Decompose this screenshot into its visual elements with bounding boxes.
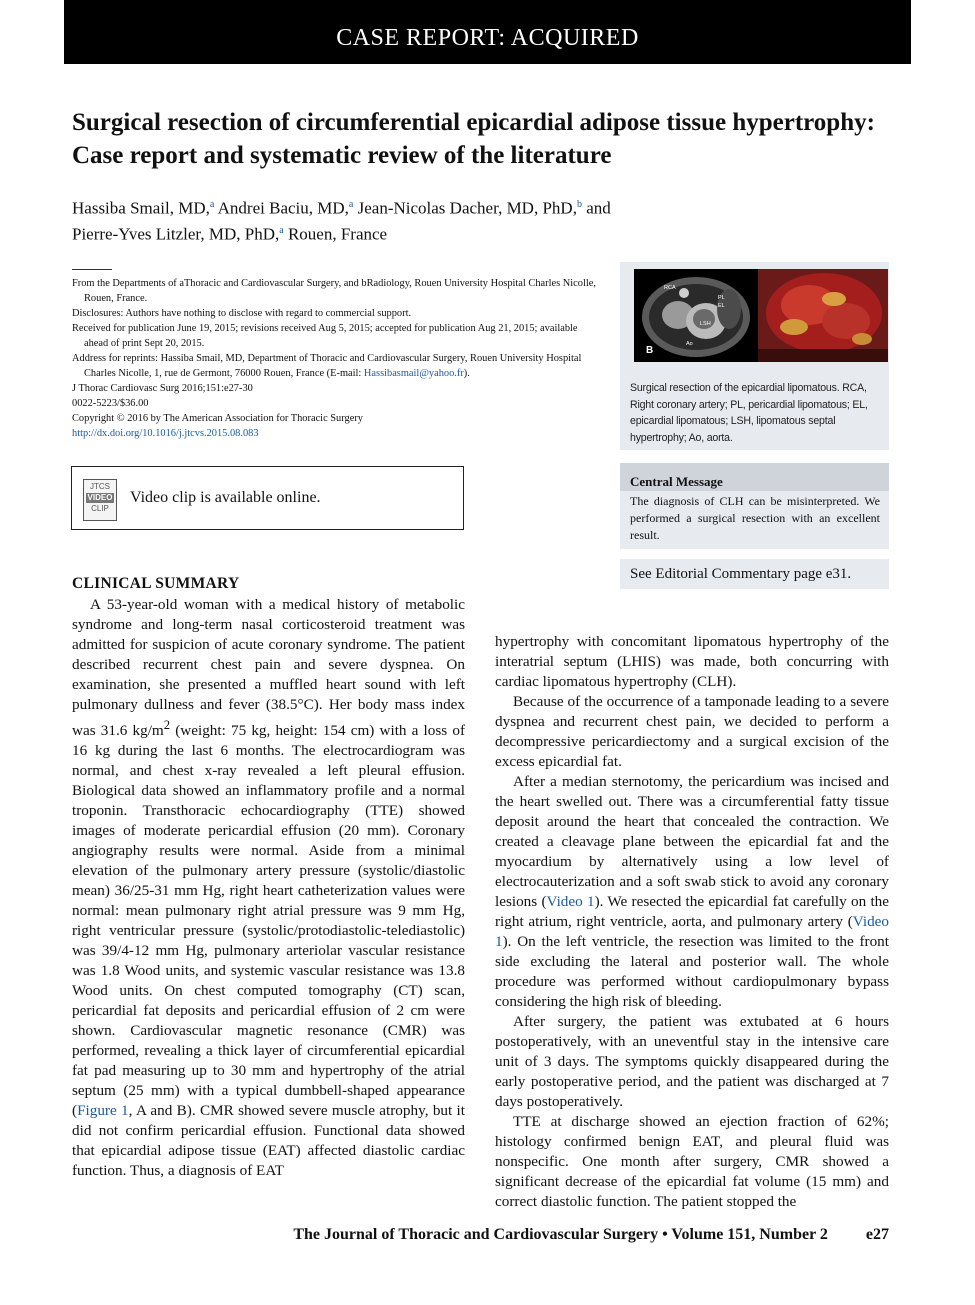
- footnote-received: Received for publication June 19, 2015; revisions received Aug 5, 2015; accepted for publication Aug 21, 2015; available ahead of print Sept 20, 2015.: [72, 323, 578, 349]
- author-location: Rouen, France: [283, 224, 388, 244]
- panel-label-b: B: [646, 345, 654, 356]
- page-footer: [72, 1226, 889, 1244]
- email-link[interactable]: Hassibasmail@yahoo.fr: [363, 368, 464, 379]
- fig-label-el: EL: [718, 303, 725, 309]
- affiliation-mark[interactable]: a: [348, 199, 354, 210]
- right-column: [495, 632, 889, 1212]
- footnote-disclosures: Disclosures: Authors have nothing to disclose with regard to commercial support.: [72, 308, 412, 319]
- fig-label-ao: Ao: [686, 341, 693, 347]
- footnote-issn: 0022-5223/$36.00: [72, 398, 149, 409]
- figure-svg: [634, 269, 888, 362]
- author-list: [72, 194, 792, 245]
- paragraph-text: , A and B). CMR showed severe muscle atrophy, but it did not confirm pericardial effusion. Functional data showed that epicardial adipose tissue (EAT) affected diastolic cardiac function. Thus, a diagnosis of EAT: [72, 1102, 465, 1180]
- address-end: ).: [463, 368, 470, 379]
- article-footnotes: [72, 276, 600, 441]
- central-message-box: [620, 463, 889, 549]
- fig-label-rca: RCA: [664, 285, 676, 291]
- paragraph-text: After a median sternotomy, the pericardium was incised and the heart swelled out. There was a circumferential fatty tissue deposit around the heart that concealed the contraction. We created a cleavage plane between the epicardial fat and the myocardium by alternatively using a low level of electrocauterization and a soft swab stick to avoid any coronary lesions (: [495, 773, 889, 910]
- affiliation-mark[interactable]: b: [576, 199, 582, 210]
- left-column: [72, 574, 465, 1181]
- article-title: Surgical resection of circumferential epicardial adipose tissue hypertrophy: Case report and systematic review of the literature: [72, 109, 875, 169]
- figure-link[interactable]: Figure 1: [77, 1102, 129, 1120]
- central-message-text: The diagnosis of CLH can be misinterpreted. We performed a surgical resection with an excellent result.: [630, 494, 880, 542]
- video-clip-text: Video clip is available online.: [130, 489, 321, 506]
- video-icon-line: CLIP: [91, 504, 109, 513]
- address-text: Address for reprints: Hassiba Smail, MD, Department of Thoracic and Cardiovascular Surgery, Rouen University Hospital Charles Nicolle, 1, rue de Germont, 76000 Rouen, France (E-mail:: [72, 353, 582, 379]
- footnote-journal-ref: J Thorac Cardiovasc Surg 2016;151:e27-30: [72, 383, 253, 394]
- footer-journal: The Journal of Thoracic and Cardiovascular Surgery • Volume 151, Number 2: [293, 1226, 828, 1243]
- footnote-copyright: Copyright © 2016 by The American Association for Thoracic Surgery: [72, 413, 363, 424]
- author-separator: and: [581, 198, 611, 218]
- paragraph-text: ). We resected the epicardial fat carefully on the right atrium, right ventricle, aorta, and pulmonary artery (: [495, 893, 889, 930]
- fig-label-lsh: LSH: [700, 321, 711, 327]
- author-name: Andrei Baciu, MD,: [217, 198, 349, 218]
- footnote-affiliations: From the Departments of aThoracic and Cardiovascular Surgery, and bRadiology, Rouen University Hospital Charles Nicolle, Rouen, France.: [72, 278, 596, 304]
- paragraph: [495, 772, 889, 1012]
- section-heading: CLINICAL SUMMARY: [72, 575, 240, 592]
- figure-caption: Surgical resection of the epicardial lipomatous. RCA, Right coronary artery; PL, pericardial lipomatous; EL, epicardial lipomatous; LSH, lipomatous septal hypertrophy; Ao, aorta.: [630, 382, 868, 444]
- figure-image: [634, 269, 888, 362]
- clinical-summary-paragraph: [72, 595, 465, 1181]
- video-link[interactable]: Video 1: [495, 913, 889, 950]
- section-banner: CASE REPORT: ACQUIRED: [64, 0, 911, 64]
- author-name: Hassiba Smail, MD,: [72, 198, 210, 218]
- paragraph-text: (weight: 75 kg, height: 154 cm) with a loss of 16 kg during the last 6 months. The electrocardiogram was normal, and chest x-ray revealed a left pleural effusion. Biological data showed an inflammatory profile and a normal troponin. Transthoracic echocardiography (TTE) showed images of moderate pericardial effusion (20 mm). Coronary angiography results were normal. Aside from a minimal elevation of the pulmonary artery pressure (systolic/diastolic mean) 36/25-31 mm Hg, right heart catheterization values were normal: mean pulmonary right atrial pressure was 9 mm Hg, right ventricular pressure (systolic/protodiastolic-telediastolic) was 39/4-12 mm Hg, pulmonary arteriolar vascular resistance was 1.8 Wood units, and systemic vascular resistance was 13.8 Wood units. On chest computed tomography (CT) scan, pericardial fat deposits and pericardial effusion of 2 cm were shown. Cardiovascular magnetic resonance (CMR) was performed, revealing a thick layer of circumferential epicardial fat pad measuring up to 30 mm and hypertrophy of the atrial septum (25 mm) with a typical dumbbell-shaped appearance (: [72, 722, 465, 1120]
- video-clip-box[interactable]: [71, 466, 464, 530]
- video-clip-icon: [83, 479, 117, 521]
- paragraph: hypertrophy with concomitant lipomatous hypertrophy of the interatrial septum (LHIS) was made, both concurring with cardiac lipomatous hypertrophy (CLH).: [495, 633, 889, 690]
- surgical-photo-panel: [758, 269, 888, 362]
- author-name: Jean-Nicolas Dacher, MD, PhD,: [357, 198, 577, 218]
- footnote-address: [72, 351, 600, 381]
- paragraph: Because of the occurrence of a tamponade leading to a severe dyspnea and recurrent chest pain, we decided to perform a decompressive pericardiectomy and a surgical excision of the excess epicardial fat.: [495, 693, 889, 770]
- paragraph-text: ). On the left ventricle, the resection was limited to the front side excluding the lateral and posterior wall. The whole procedure was performed without cardiopulmonary bypass considering the high risk of bleeding.: [495, 933, 889, 1010]
- affiliation-mark[interactable]: a: [209, 199, 215, 210]
- video-icon-line: JTCS: [90, 482, 110, 491]
- paragraph-text: A 53-year-old woman with a medical history of metabolic syndrome and long-term nasal corticosteroid treatment was admitted for suspicion of acute coronary syndrome. The patient described recurrent chest pain and severe dyspnea. On examination, she presented a muffled heart sound with left pulmonary dullness and fever (38.5°C). Her body mass index was 31.6 kg/m: [72, 596, 465, 740]
- footnote-rule: [72, 269, 112, 270]
- superscript: 2: [163, 718, 171, 732]
- author-name: Pierre-Yves Litzler, MD, PhD,: [72, 224, 280, 244]
- video-link[interactable]: Video 1: [546, 893, 595, 910]
- doi-link[interactable]: http://dx.doi.org/10.1016/j.jtcvs.2015.08.083: [72, 428, 259, 439]
- footer-page-number: e27: [865, 1226, 889, 1243]
- paragraph: After surgery, the patient was extubated at 6 hours postoperatively, with an uneventful stay in the intensive care unit of 3 days. The symptoms quickly disappeared during the early postoperative period, and the patient was discharged at 7 days postoperatively.: [495, 1013, 889, 1110]
- central-message-title: Central Message: [620, 463, 889, 491]
- video-icon-line: VIDEO: [87, 493, 113, 502]
- editorial-commentary-link[interactable]: See Editorial Commentary page e31.: [620, 559, 889, 589]
- paragraph: TTE at discharge showed an ejection fraction of 62%; histology confirmed benign EAT, and pleural fluid was nonspecific. One month after surgery, CMR showed a significant decrease of the epicardial fat volume (15 mm) and correct diastolic function. The patient stopped the: [495, 1113, 889, 1210]
- fig-label-pl: PL: [718, 295, 725, 301]
- ct-scan-panel: [642, 277, 750, 357]
- affiliation-mark[interactable]: a: [279, 224, 284, 236]
- figure-box: [620, 262, 889, 450]
